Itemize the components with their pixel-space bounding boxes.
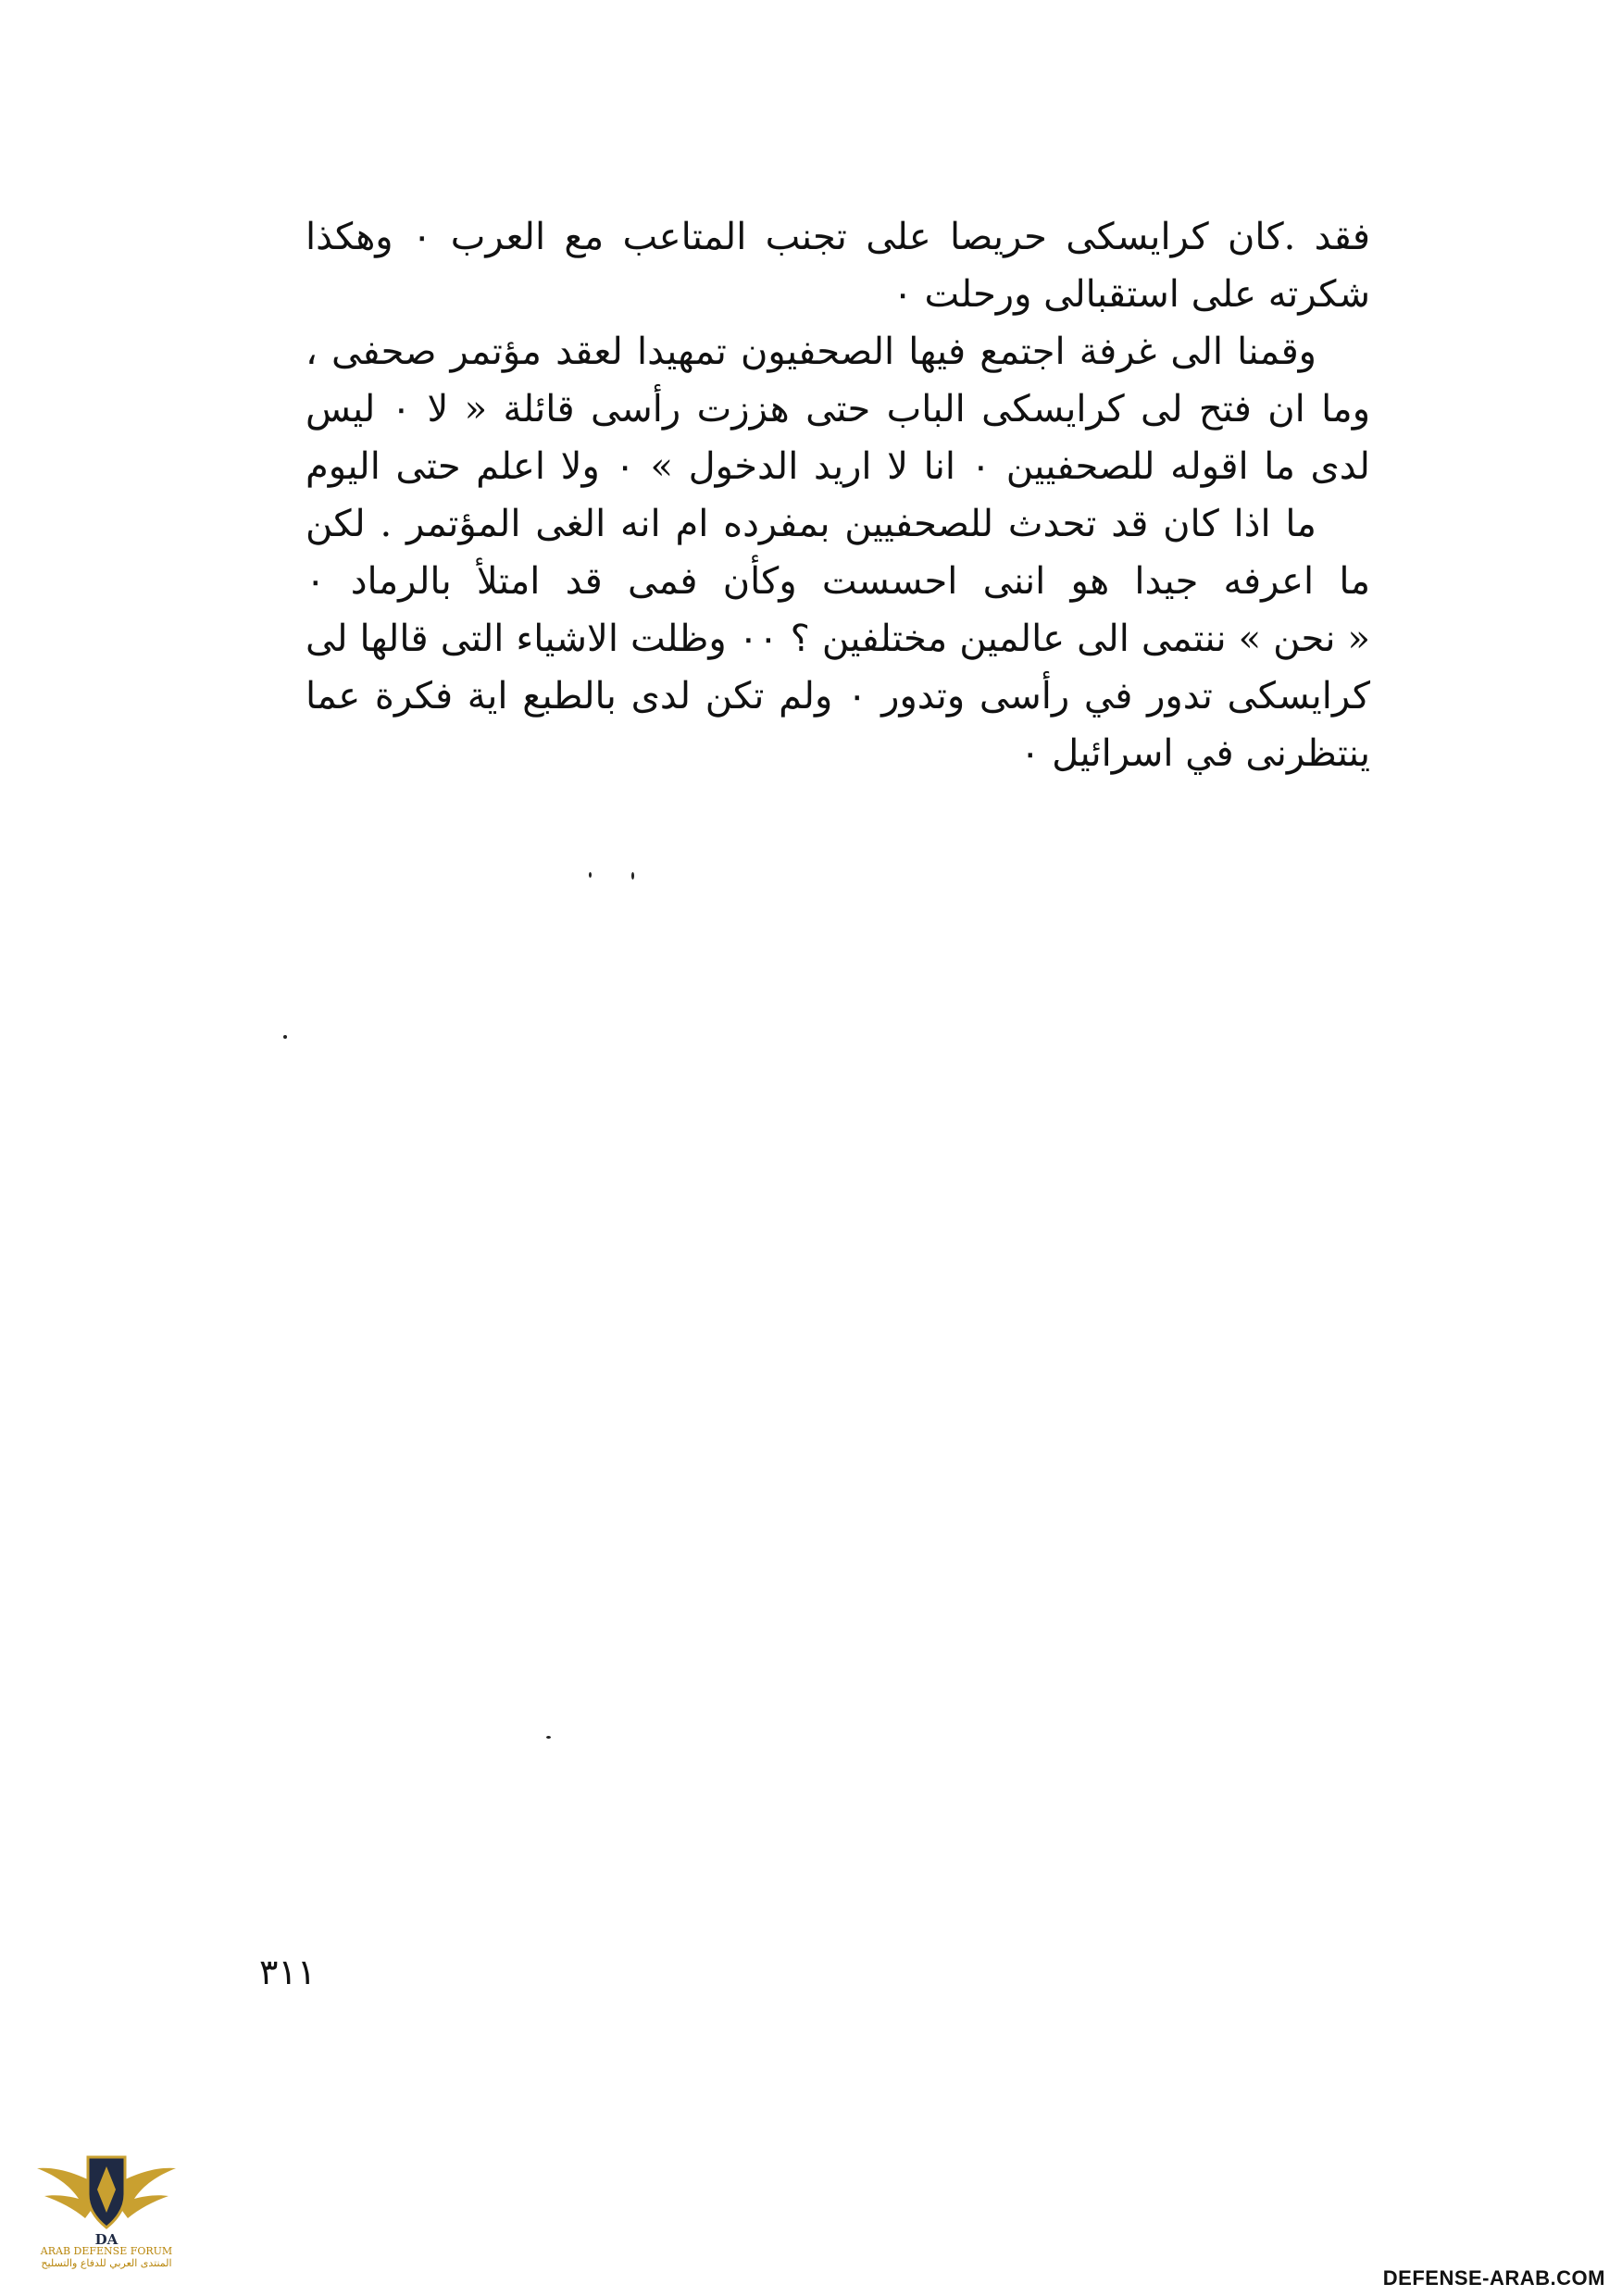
text-line: كرايسكى تدور في رأسى وتدور ٠ ولم تكن لدى بالطبع اية فكرة عما: [306, 675, 1370, 718]
scan-speck: [589, 872, 592, 878]
page-number: ٣١١: [259, 1952, 317, 1992]
scan-speck: [631, 872, 634, 880]
logo-abbr: DA: [94, 2231, 119, 2248]
logo-caption: [37, 2245, 176, 2269]
logo-name-en: ARAB DEFENSE FORUM: [40, 2245, 173, 2257]
text-line: وقمنا الى غرفة اجتمع فيها الصحفيون تمهيدا لعقد مؤتمر صحفى ،: [306, 331, 1316, 373]
text-line: « نحن » ننتمى الى عالمين مختلفين ؟ ٠٠ وظلت الاشياء التى قالها لى: [306, 618, 1370, 660]
scan-speck: [283, 1035, 287, 1039]
text-line: ينتظرنى في اسرائيل ٠: [1019, 732, 1370, 775]
text-line: وما ان فتح لى كرايسكى الباب حتى هززت رأسى قائلة « لا ٠ ليس: [306, 388, 1371, 430]
scan-speck: [546, 1736, 551, 1739]
logo-name-ar: المنتدى العربي للدفاع والتسليح: [41, 2257, 172, 2269]
site-watermark: DEFENSE-ARAB.COM: [1382, 2266, 1605, 2290]
text-line: ما اعرفه جيدا هو اننى احسست وكأن فمى قد امتلأ بالرماد ٠: [306, 560, 1370, 603]
text-line: فقد .كان كرايسكى حريصا على تجنب المتاعب مع العرب ٠ وهكذا: [306, 216, 1371, 258]
text-line: ما اذا كان قد تحدث للصحفيين بمفرده ام انه الغى المؤتمر . لكن: [306, 503, 1316, 545]
body-text: [306, 208, 1370, 782]
text-line: شكرته على استقبالى ورحلت ٠: [892, 273, 1370, 316]
text-line: لدى ما اقوله للصحفيين ٠ انا لا اريد الدخول » ٠ ولا اعلم حتى اليوم: [306, 445, 1370, 488]
